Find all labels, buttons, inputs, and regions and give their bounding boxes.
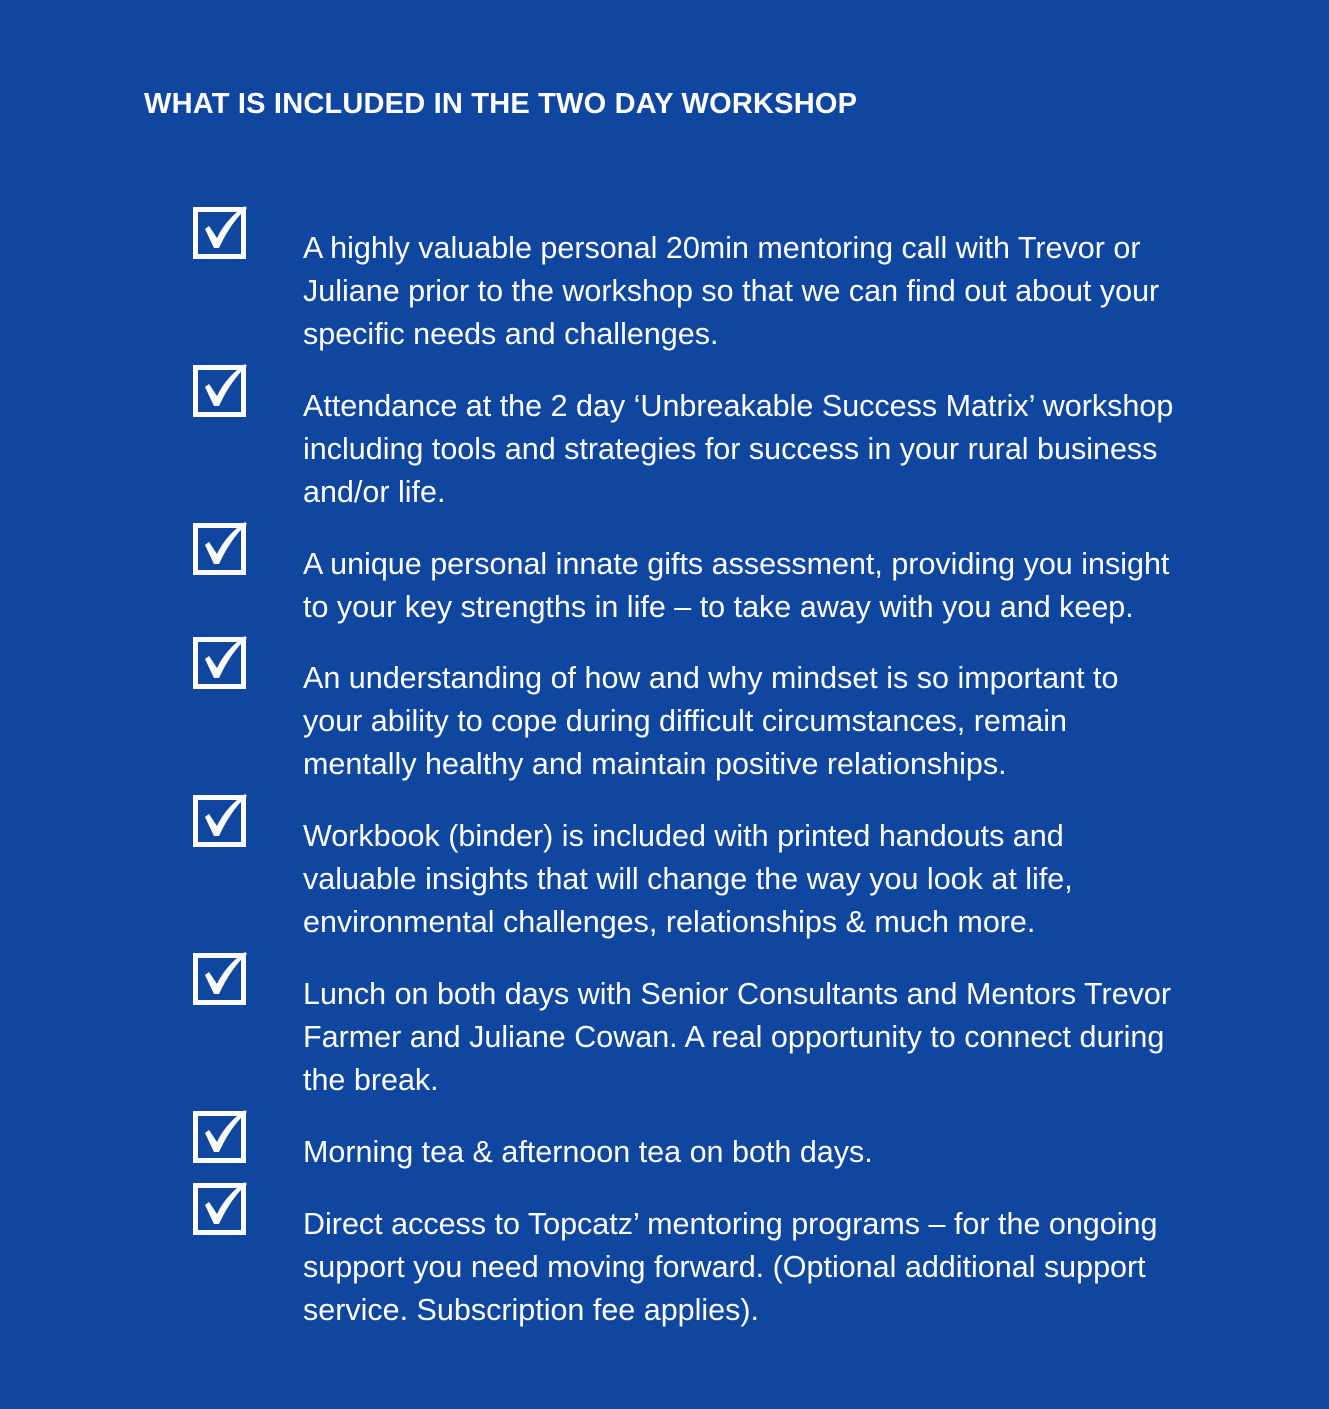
list-item-text: A highly valuable personal 20min mentoring call with Trevor or Juliane prior to the workshop so that we can find out about your specific needs and challenges. [303,231,1160,351]
checked-checkbox-icon [193,635,248,690]
checked-checkbox-icon [193,793,248,848]
checked-checkbox-icon [193,951,248,1006]
list-item-text: A unique personal innate gifts assessment, providing you insight to your key strengths in life – to take away with you and keep. [303,547,1170,624]
checked-checkbox-icon [193,363,248,418]
list-item-text: Attendance at the 2 day ‘Unbreakable Success Matrix’ workshop including tools and strategies for success in your rural business and/or life. [303,389,1174,509]
checked-checkbox-icon [193,1109,248,1164]
list-item-text: Morning tea & afternoon tea on both days. [303,1135,873,1169]
checked-checkbox-icon [193,205,248,260]
list-item-text: Lunch on both days with Senior Consultants and Mentors Trevor Farmer and Juliane Cowan. A real opportunity to connect during the break. [303,977,1172,1097]
list-item-text: Workbook (binder) is included with printed handouts and valuable insights that will change the way you look at life, environmental challenges, relationships & much more. [303,819,1073,939]
list-item-text: Direct access to Topcatz’ mentoring programs – for the ongoing support you need moving forward. (Optional additional support service. Subscription fee applies). [303,1207,1158,1327]
checked-checkbox-icon [193,521,248,576]
list-item-text: An understanding of how and why mindset is so important to your ability to cope during difficult circumstances, remain mentally healthy and maintain positive relationships. [303,661,1119,781]
checked-checkbox-icon [193,1181,248,1236]
page-title: WHAT IS INCLUDED IN THE TWO DAY WORKSHOP [144,88,858,120]
